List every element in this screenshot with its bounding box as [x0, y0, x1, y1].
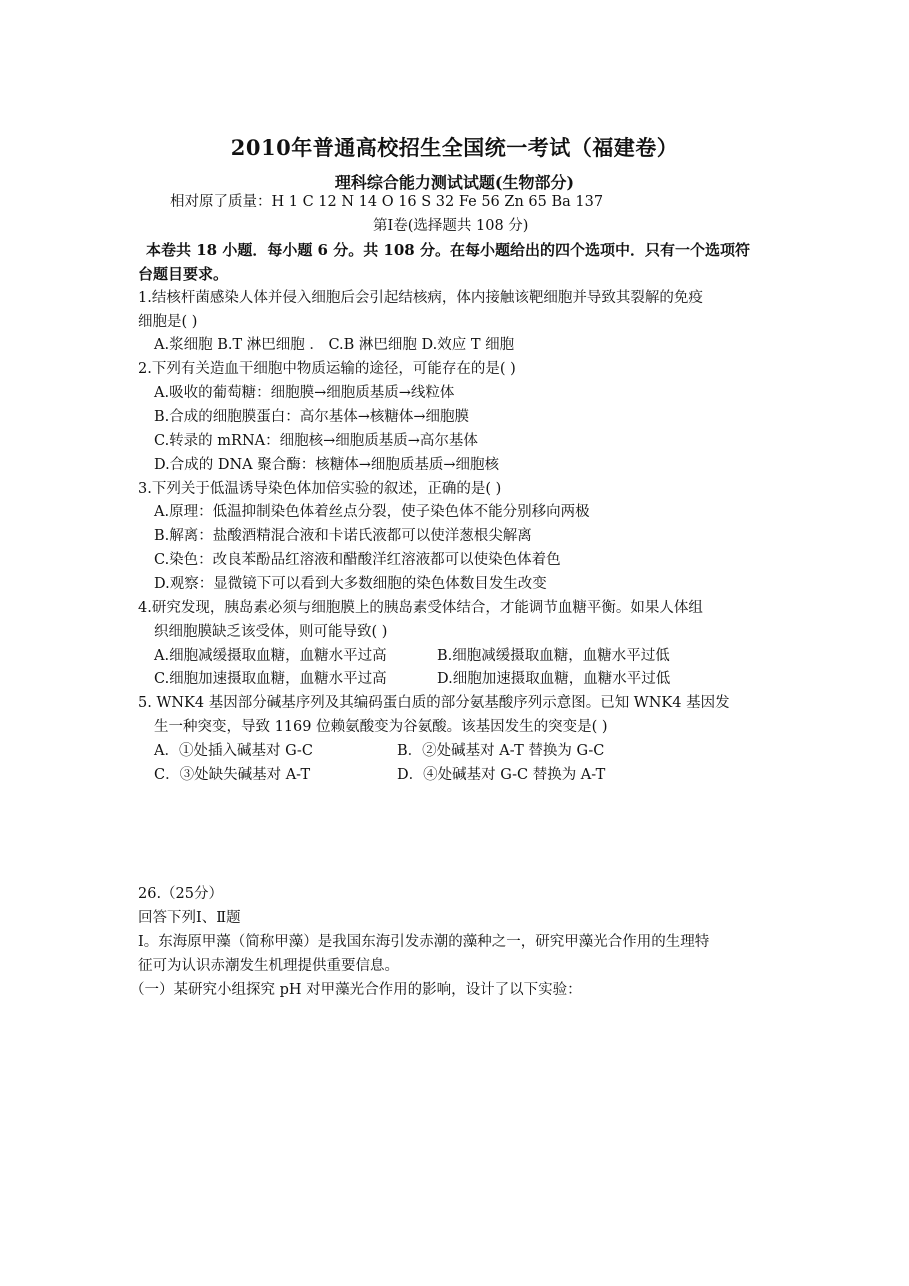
q3-option-c: C.染色：改良苯酚品红溶液和醋酸洋红溶液都可以使染色体着色	[154, 552, 561, 568]
q1-options: A.浆细胞 B.T 淋巴细胞 ． C.B 淋巴细胞 D.效应 T 细胞	[154, 337, 515, 353]
q4-stem-line-1: 4.研究发现，胰岛素必须与细胞膜上的胰岛素受体结合，才能调节血糖平衡。如果人体组	[138, 600, 703, 616]
q2-option-b: B.合成的细胞膜蛋白：高尔基体→核糖体→细胞膜	[154, 409, 470, 425]
q3-option-a: A.原理：低温抑制染色体着丝点分裂，使子染色体不能分别移向两极	[154, 504, 590, 520]
q4-stem-line-2: 织细胞膜缺乏该受体，则可能导致( )	[154, 624, 388, 640]
q2-option-d: D.合成的 DNA 聚合酶：核糖体→细胞质基质→细胞核	[154, 457, 500, 473]
q2-option-a: A.吸收的葡萄糖：细胞膜→细胞质基质→线粒体	[154, 385, 455, 401]
q2-option-c: C.转录的 mRNA：细胞核→细胞质基质→高尔基体	[154, 433, 478, 449]
q5-option-c: C．③处缺失碱基对 A-T	[154, 767, 311, 783]
section-heading: 第Ⅰ卷(选择题共 108 分)	[373, 218, 529, 234]
q4-option-a: A.细胞减缓摄取血糖，血糖水平过高	[154, 648, 387, 664]
page-subtitle: 理科综合能力测试试题(生物部分)	[334, 173, 575, 192]
q26-subheading: 回答下列Ⅰ、Ⅱ题	[138, 910, 241, 926]
q5-option-d: D．④处碱基对 G-C 替换为 A-T	[397, 767, 606, 783]
q4-option-d: D.细胞加速摄取血糖，血糖水平过低	[437, 671, 671, 687]
q1-stem-line-2: 细胞是( )	[138, 314, 198, 330]
q4-option-b: B.细胞减缓摄取血糖，血糖水平过低	[437, 648, 670, 664]
q5-stem-line-1: 5. WNK4 基因部分碱基序列及其编码蛋白质的部分氨基酸序列示意图。已知 WNK4 基因发	[138, 695, 730, 711]
q26-paragraph-line-3: （一）某研究小组探究 pH 对甲藻光合作用的影响，设计了以下实验：	[130, 982, 582, 998]
q26-heading: 26.（25分）	[138, 886, 224, 902]
q5-stem-line-2: 生一种突变，导致 1169 位赖氨酸变为谷氨酸。该基因发生的突变是( )	[154, 719, 608, 735]
q26-paragraph-line-2: 征可为认识赤潮发生机理提供重要信息。	[138, 958, 399, 974]
instructions-line-2: 台题目要求。	[138, 265, 229, 283]
q3-stem: 3.下列关于低温诱导染色体加倍实验的叙述，正确的是( )	[138, 481, 502, 497]
q26-paragraph-line-1: Ⅰ。东海原甲藻（简称甲藻）是我国东海引发赤潮的藻种之一，研究甲藻光合作用的生理特	[138, 934, 710, 950]
q4-option-c: C.细胞加速摄取血糖，血糖水平过高	[154, 671, 387, 687]
page-title: 2010年普通高校招生全国统一考试（福建卷）	[230, 135, 679, 160]
q3-option-d: D.观察：显微镜下可以看到大多数细胞的染色体数目发生改变	[154, 576, 547, 592]
q5-option-b: B．②处碱基对 A-T 替换为 G-C	[397, 743, 605, 759]
atomic-mass-line: 相对原了质量：H 1 C 12 N 14 O 16 S 32 Fe 56 Zn 65 Ba 137	[170, 194, 604, 210]
instructions-line-1: 本卷共 18 小题．每小题 6 分。共 108 分。在每小题给出的四个选项中．只有一个选项符	[146, 241, 750, 259]
q3-option-b: B.解离：盐酸酒精混合液和卡诺氏液都可以使洋葱根尖解离	[154, 528, 532, 544]
q5-option-a: A．①处插入碱基对 G-C	[154, 743, 313, 759]
q1-stem-line-1: 1.结核杆菌感染人体并侵入细胞后会引起结核病，体内接触该靶细胞并导致其裂解的免疫	[138, 290, 703, 306]
q2-stem: 2.下列有关造血干细胞中物质运输的途径，可能存在的是( )	[138, 361, 516, 377]
